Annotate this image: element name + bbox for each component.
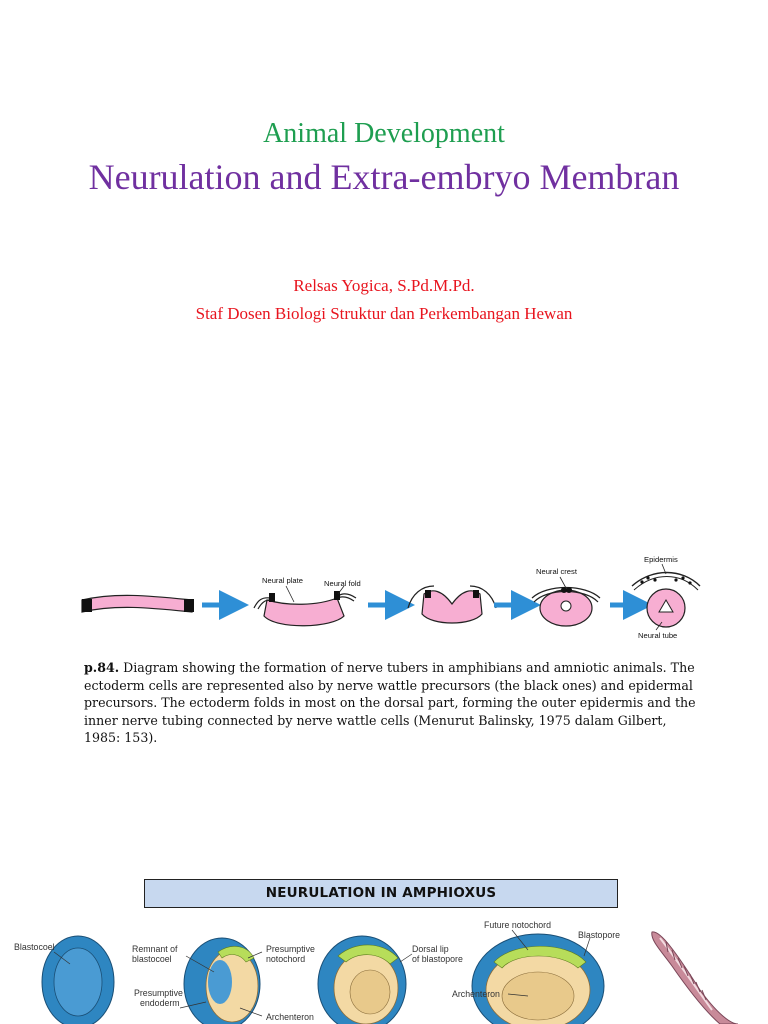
label-endoderm-2: endoderm [140, 998, 180, 1008]
amphioxus-specimen-image [652, 932, 738, 1024]
label-archenteron-a: Archenteron [266, 1012, 314, 1022]
label-neural-fold: Neural fold [324, 579, 361, 588]
caption-text: Diagram showing the formation of nerve tubers in amphibians and amniotic animals. The ectoderm cells are represented also by nerve wattle precursors (the black ones) and epidermal precursors. The ectoderm folds in most on the dorsal part, forming the outer epidermis and the inner nerve tubing connected by nerve wattle cells (Menurut Balinsky, 1975 dalam Gilbert, 1985: 153). [84, 660, 696, 746]
neurulation-diagram [72, 550, 708, 650]
label-notochord-2: notochord [266, 954, 306, 964]
label-endoderm-1: Presumptive [134, 988, 183, 998]
embryo-late-gastrula [452, 920, 620, 1024]
embryo-early-gastrula [132, 938, 315, 1024]
figure-caption [84, 659, 696, 747]
label-dorsal-lip-1: Dorsal lip [412, 944, 449, 954]
author-affiliation: Staf Dosen Biologi Struktur dan Perkembangan Hewan [195, 304, 573, 323]
label-neural-plate: Neural plate [262, 576, 303, 585]
label-epidermis: Epidermis [644, 555, 678, 564]
section-banner: NEURULATION IN AMPHIOXUS [144, 879, 618, 908]
label-neural-tube: Neural tube [638, 631, 678, 640]
label-remnant-2: blastocoel [132, 954, 172, 964]
label-neural-crest: Neural crest [536, 567, 577, 576]
embryo-mid-gastrula [318, 936, 463, 1024]
label-archenteron-b: Archenteron [452, 989, 500, 999]
label-blastopore: Blastopore [578, 930, 621, 940]
label-future-notochord: Future notochord [484, 920, 551, 930]
stage-neural-groove [408, 586, 496, 623]
label-blastocoel: Blastocoel [14, 942, 55, 952]
page-title: Neurulation and Extra-embryo Membran [88, 157, 680, 197]
author-name: Relsas Yogica, S.Pd.M.Pd. [293, 276, 475, 295]
stage-flat-plate [82, 595, 194, 612]
stage-neural-crest [532, 567, 600, 626]
embryo-blastula [14, 936, 114, 1024]
label-notochord-1: Presumptive [266, 944, 315, 954]
caption-ref: p.84. [84, 660, 120, 675]
label-remnant-1: Remnant of [132, 944, 178, 954]
stage-neural-tube [632, 555, 700, 640]
subtitle: Animal Development [263, 118, 505, 149]
amphioxus-diagram [0, 912, 768, 1024]
stage-neural-plate [254, 576, 361, 626]
label-dorsal-lip-2: of blastopore [412, 954, 463, 964]
